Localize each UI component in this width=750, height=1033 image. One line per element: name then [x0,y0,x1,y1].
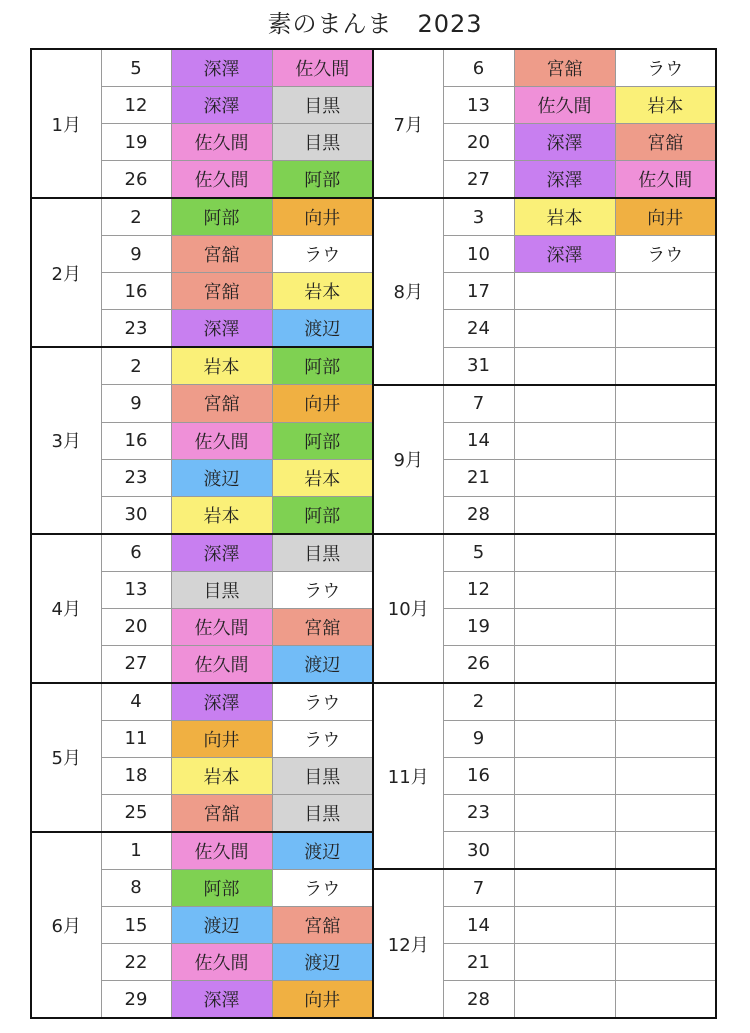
month-label: 11月 [373,683,443,870]
date-cell: 14 [443,907,514,944]
member-cell [615,981,716,1019]
date-cell: 9 [443,720,514,757]
member-cell: 目黒 [272,124,373,161]
date-cell: 26 [443,645,514,683]
member-cell: 宮舘 [615,124,716,161]
date-cell: 5 [101,49,171,87]
member-cell [615,347,716,385]
date-cell: 23 [443,794,514,832]
member-cell [514,832,615,870]
member-cell: 阿部 [272,496,373,534]
date-cell: 2 [443,683,514,721]
member-cell: 目黒 [272,534,373,572]
date-cell: 13 [443,87,514,124]
date-cell: 9 [101,385,171,423]
member-cell [514,347,615,385]
member-cell: 深澤 [171,534,272,572]
member-cell [615,794,716,832]
member-cell: 宮舘 [171,236,272,273]
member-cell: 阿部 [272,161,373,199]
date-cell: 29 [101,981,171,1019]
date-cell: 31 [443,347,514,385]
member-cell: 渡辺 [171,907,272,944]
date-cell: 12 [443,571,514,608]
member-cell: 阿部 [272,422,373,459]
member-cell [514,869,615,907]
month-label: 1月 [31,49,101,198]
member-cell: 深澤 [171,87,272,124]
member-cell [615,534,716,572]
member-cell [514,944,615,981]
member-cell [514,720,615,757]
member-cell: 深澤 [171,310,272,348]
member-cell: 岩本 [514,198,615,236]
member-cell: 渡辺 [272,832,373,870]
member-cell: ラウ [272,571,373,608]
member-cell [615,496,716,534]
member-cell: 目黒 [171,571,272,608]
month-label: 8月 [373,198,443,385]
member-cell: 岩本 [272,273,373,310]
date-cell: 23 [101,310,171,348]
date-cell: 30 [443,832,514,870]
date-cell: 17 [443,273,514,310]
member-cell: 目黒 [272,757,373,794]
member-cell [615,683,716,721]
member-cell: 佐久間 [171,608,272,645]
month-label: 12月 [373,869,443,1018]
member-cell [514,981,615,1019]
member-cell: 目黒 [272,87,373,124]
date-cell: 16 [101,422,171,459]
member-cell [514,757,615,794]
member-cell: 渡辺 [272,310,373,348]
member-cell: 目黒 [272,794,373,832]
member-cell [514,683,615,721]
month-label: 2月 [31,198,101,347]
member-cell: 岩本 [615,87,716,124]
date-cell: 2 [101,347,171,385]
member-cell: 佐久間 [171,422,272,459]
member-cell [615,832,716,870]
member-cell: 宮舘 [514,49,615,87]
member-cell: 佐久間 [171,161,272,199]
member-cell [615,608,716,645]
date-cell: 13 [101,571,171,608]
member-cell: ラウ [615,236,716,273]
member-cell: 阿部 [171,869,272,907]
member-cell: 佐久間 [272,49,373,87]
month-label: 3月 [31,347,101,534]
member-cell [514,459,615,496]
table-row [31,198,716,236]
member-cell: ラウ [615,49,716,87]
member-cell [615,720,716,757]
month-label: 6月 [31,832,101,1019]
member-cell: 岩本 [272,459,373,496]
member-cell: 向井 [272,981,373,1019]
member-cell [514,422,615,459]
date-cell: 24 [443,310,514,348]
date-cell: 3 [443,198,514,236]
member-cell [615,645,716,683]
member-cell [514,571,615,608]
date-cell: 6 [443,49,514,87]
member-cell: ラウ [272,683,373,721]
member-cell: 岩本 [171,496,272,534]
member-cell: 渡辺 [171,459,272,496]
member-cell: 宮舘 [171,273,272,310]
member-cell: ラウ [272,236,373,273]
member-cell: 宮舘 [171,794,272,832]
page-title: 素のまんま 2023 [267,10,483,38]
member-cell: ラウ [272,869,373,907]
member-cell: 深澤 [171,683,272,721]
month-label: 10月 [373,534,443,683]
month-label: 9月 [373,385,443,534]
member-cell: 佐久間 [171,832,272,870]
member-cell: 深澤 [514,124,615,161]
member-cell [615,869,716,907]
date-cell: 16 [101,273,171,310]
date-cell: 26 [101,161,171,199]
member-cell: 佐久間 [171,124,272,161]
member-cell: 深澤 [514,236,615,273]
date-cell: 28 [443,496,514,534]
member-cell: 阿部 [272,347,373,385]
date-cell: 19 [101,124,171,161]
date-cell: 2 [101,198,171,236]
member-cell [615,757,716,794]
member-cell [514,534,615,572]
member-cell [615,459,716,496]
member-cell: 佐久間 [514,87,615,124]
member-cell: 佐久間 [615,161,716,199]
member-cell [514,794,615,832]
member-cell: 宮舘 [272,907,373,944]
date-cell: 7 [443,869,514,907]
member-cell [615,273,716,310]
date-cell: 20 [443,124,514,161]
member-cell: 向井 [171,720,272,757]
table-row [31,49,716,87]
member-cell: 渡辺 [272,645,373,683]
date-cell: 18 [101,757,171,794]
member-cell: 岩本 [171,347,272,385]
member-cell [514,907,615,944]
member-cell: 向井 [272,385,373,423]
date-cell: 22 [101,944,171,981]
member-cell [514,496,615,534]
date-cell: 10 [443,236,514,273]
date-cell: 30 [101,496,171,534]
member-cell [615,422,716,459]
date-cell: 23 [101,459,171,496]
member-cell: ラウ [272,720,373,757]
table-row [31,534,716,572]
date-cell: 21 [443,944,514,981]
member-cell [615,907,716,944]
member-cell: 岩本 [171,757,272,794]
member-cell [514,385,615,423]
table-row [31,683,716,721]
member-cell: 深澤 [514,161,615,199]
member-cell [615,310,716,348]
date-cell: 25 [101,794,171,832]
member-cell [615,385,716,423]
month-label: 4月 [31,534,101,683]
date-cell: 14 [443,422,514,459]
member-cell: 宮舘 [171,385,272,423]
date-cell: 20 [101,608,171,645]
member-cell: 阿部 [171,198,272,236]
member-cell [615,944,716,981]
date-cell: 19 [443,608,514,645]
table-row [31,385,716,423]
date-cell: 15 [101,907,171,944]
date-cell: 4 [101,683,171,721]
member-cell [514,310,615,348]
date-cell: 7 [443,385,514,423]
member-cell: 深澤 [171,49,272,87]
member-cell: 渡辺 [272,944,373,981]
date-cell: 27 [443,161,514,199]
table-row [31,869,716,907]
date-cell: 12 [101,87,171,124]
date-cell: 8 [101,869,171,907]
member-cell: 宮舘 [272,608,373,645]
date-cell: 16 [443,757,514,794]
month-label: 7月 [373,49,443,198]
member-cell: 向井 [615,198,716,236]
date-cell: 5 [443,534,514,572]
date-cell: 1 [101,832,171,870]
schedule-table [30,48,717,1019]
date-cell: 28 [443,981,514,1019]
member-cell: 佐久間 [171,645,272,683]
date-cell: 21 [443,459,514,496]
member-cell [615,571,716,608]
date-cell: 27 [101,645,171,683]
month-label: 5月 [31,683,101,832]
member-cell: 深澤 [171,981,272,1019]
member-cell: 佐久間 [171,944,272,981]
member-cell: 向井 [272,198,373,236]
date-cell: 11 [101,720,171,757]
date-cell: 9 [101,236,171,273]
member-cell [514,608,615,645]
member-cell [514,645,615,683]
member-cell [514,273,615,310]
date-cell: 6 [101,534,171,572]
